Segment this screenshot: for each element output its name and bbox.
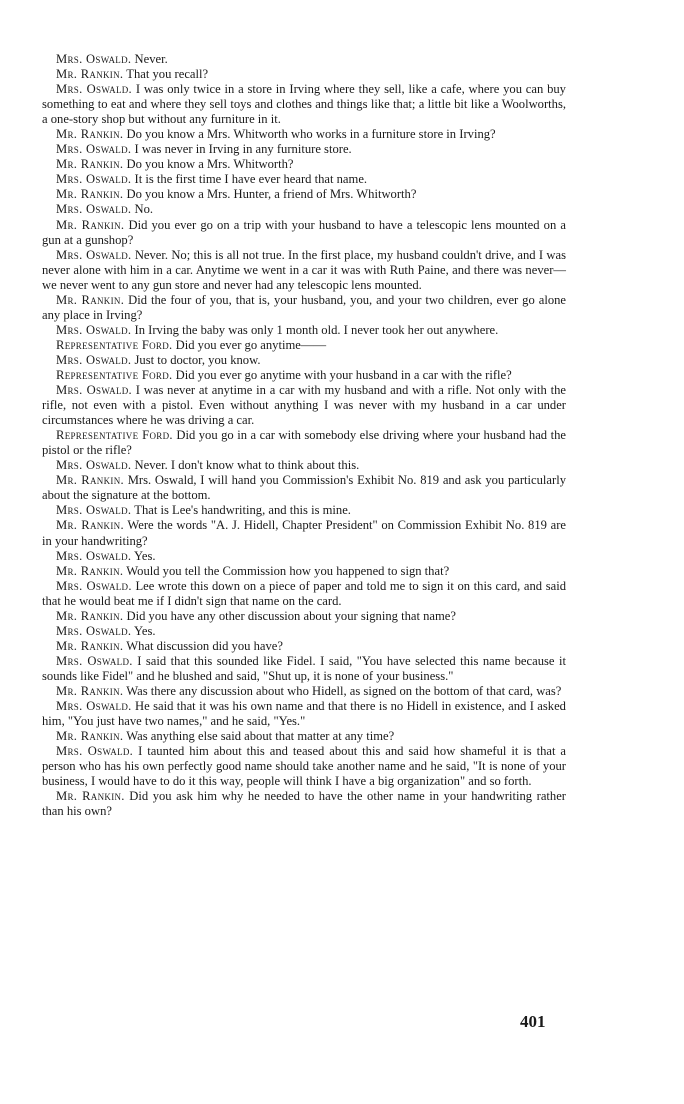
speaker-label: Mr. Rankin. — [56, 187, 124, 202]
speaker-label: Mrs. Oswald. — [56, 744, 134, 759]
speaker-label: Mr. Rankin. — [56, 789, 125, 804]
testimony-text: That you recall? — [126, 67, 209, 82]
speaker-label: Representative Ford. — [56, 337, 173, 352]
testimony-text: Do you know a Mrs. Hunter, a friend of Mrs. Whitworth? — [126, 187, 417, 202]
testimony-paragraph — [42, 323, 566, 338]
testimony-paragraph — [42, 458, 566, 473]
testimony-text: Do you know a Mrs. Whitworth who works in a furniture store in Irving? — [126, 127, 496, 142]
speaker-label: Mrs. Oswald. — [56, 202, 132, 217]
testimony-text: Did you ever go on a trip with your husband to have a telescopic lens mounted on a gun at a gunshop? — [42, 217, 566, 247]
speaker-label: Representative Ford. — [56, 428, 173, 443]
page-number: 401 — [520, 1012, 546, 1031]
speaker-label: Mr. Rankin. — [56, 729, 124, 744]
testimony-paragraph — [42, 684, 566, 699]
testimony-text: In Irving the baby was only 1 month old. I never took her out anywhere. — [134, 322, 499, 337]
testimony-text: That is Lee's handwriting, and this is mine. — [134, 503, 351, 518]
testimony-text: Were the words "A. J. Hidell, Chapter President" on Commission Exhibit No. 819 are in your handwriting? — [42, 518, 567, 548]
speaker-label: Mrs. Oswald. — [56, 142, 132, 157]
speaker-label: Mrs. Oswald. — [56, 247, 132, 262]
speaker-label: Mrs. Oswald. — [56, 172, 132, 187]
speaker-label: Representative Ford. — [56, 367, 173, 382]
testimony-text: Yes. — [134, 548, 156, 563]
testimony-paragraph — [42, 624, 566, 639]
testimony-paragraph — [42, 383, 566, 428]
testimony-paragraph — [42, 218, 566, 248]
testimony-paragraph — [42, 67, 566, 82]
speaker-label: Mr. Rankin. — [56, 563, 124, 578]
testimony-paragraph — [42, 172, 566, 187]
testimony-paragraph — [42, 503, 566, 518]
testimony-text: Never. I don't know what to think about this. — [134, 458, 360, 473]
testimony-text: I was never at anytime in a car with my husband and with a rifle. Not only with the rifle, not even with a pistol. Even without anything I was never with my husband in a car under circumstances where he was driving a car. — [42, 383, 566, 428]
testimony-paragraph — [42, 729, 566, 744]
speaker-label: Mrs. Oswald. — [56, 82, 133, 97]
transcript-body — [42, 52, 566, 819]
testimony-text: Did you go in a car with somebody else driving where your husband had the pistol or the rifle? — [42, 428, 566, 458]
testimony-text: Was anything else said about that matter at any time? — [126, 729, 395, 744]
speaker-label: Mr. Rankin. — [56, 157, 124, 172]
speaker-label: Mrs. Oswald. — [56, 653, 133, 668]
speaker-label: Mr. Rankin. — [56, 518, 124, 533]
testimony-text: Did you ever go anytime—— — [175, 337, 327, 352]
testimony-paragraph — [42, 338, 566, 353]
speaker-label: Mrs. Oswald. — [56, 699, 132, 714]
speaker-label: Mrs. Oswald. — [56, 322, 132, 337]
testimony-paragraph — [42, 293, 566, 323]
testimony-text: It is the first time I have ever heard that name. — [134, 172, 368, 187]
speaker-label: Mr. Rankin. — [56, 127, 124, 142]
speaker-label: Mrs. Oswald. — [56, 548, 132, 563]
testimony-text: Did you ever go anytime with your husband in a car with the rifle? — [175, 367, 512, 382]
testimony-paragraph — [42, 639, 566, 654]
testimony-paragraph — [42, 187, 566, 202]
speaker-label: Mrs. Oswald. — [56, 52, 132, 66]
testimony-text: Did you have any other discussion about your signing that name? — [126, 608, 456, 623]
testimony-text: No. — [134, 202, 154, 217]
testimony-text: Never. No; this is all not true. In the first place, my husband couldn't drive, and I was never alone with him in a car. Anytime we went in a car it was with Ruth Paine, and there was never—we never went to any gun store and never had any telescopic lens mounted. — [42, 247, 566, 292]
testimony-paragraph — [42, 353, 566, 368]
testimony-paragraph — [42, 789, 566, 819]
testimony-paragraph — [42, 202, 566, 217]
testimony-text: I was never in Irving in any furniture store. — [134, 142, 352, 157]
testimony-text: Was there any discussion about who Hidell, as signed on the bottom of that card, was? — [126, 683, 562, 698]
testimony-text: Would you tell the Commission how you happened to sign that? — [126, 563, 450, 578]
speaker-label: Mrs. Oswald. — [56, 503, 132, 518]
testimony-paragraph — [42, 564, 566, 579]
testimony-text: I taunted him about this and teased about this and said how shameful it is that a person who has his own perfectly good name should take another name and he said, "It is none of your business, I would have to do it this way, people will think I have a big organization" and so forth. — [42, 744, 566, 789]
testimony-paragraph — [42, 654, 566, 684]
speaker-label: Mr. Rankin. — [56, 638, 124, 653]
testimony-text: Just to doctor, you know. — [134, 352, 261, 367]
testimony-paragraph — [42, 579, 566, 609]
testimony-paragraph — [42, 248, 566, 293]
speaker-label: Mr. Rankin. — [56, 683, 124, 698]
testimony-text: Yes. — [134, 623, 156, 638]
speaker-label: Mrs. Oswald. — [56, 623, 132, 638]
testimony-paragraph — [42, 428, 566, 458]
speaker-label: Mr. Rankin. — [56, 473, 124, 488]
speaker-label: Mrs. Oswald. — [56, 458, 132, 473]
testimony-paragraph — [42, 744, 566, 789]
speaker-label: Mrs. Oswald. — [56, 383, 132, 398]
testimony-text: Never. — [134, 52, 168, 66]
speaker-label: Mr. Rankin. — [56, 608, 124, 623]
testimony-paragraph — [42, 52, 566, 67]
speaker-label: Mr. Rankin. — [56, 217, 125, 232]
speaker-label: Mr. Rankin. — [56, 67, 124, 82]
testimony-paragraph — [42, 473, 566, 503]
testimony-paragraph — [42, 549, 566, 564]
speaker-label: Mr. Rankin. — [56, 292, 125, 307]
testimony-paragraph — [42, 518, 566, 548]
testimony-text: I was only twice in a store in Irving where they sell, like a cafe, where you can buy something to eat and where they sell toys and clothes and things like that; a little bit like a Woolworths, a one-story shop but without any furniture in it. — [42, 82, 566, 127]
speaker-label: Mrs. Oswald. — [56, 352, 132, 367]
testimony-text: Mrs. Oswald, I will hand you Commission's Exhibit No. 819 and ask you particularly about the signature at the bottom. — [42, 473, 567, 503]
testimony-text: I said that this sounded like Fidel. I said, "You have selected this name because it sounds like Fidel" and he blushed and said, "Shut up, it is none of your business." — [42, 653, 566, 683]
testimony-text: Did the four of you, that is, your husband, you, and your two children, ever go alone any place in Irving? — [42, 292, 567, 322]
speaker-label: Mrs. Oswald. — [56, 578, 132, 593]
testimony-paragraph — [42, 142, 566, 157]
testimony-paragraph — [42, 368, 566, 383]
testimony-paragraph — [42, 82, 566, 127]
testimony-paragraph — [42, 127, 566, 142]
testimony-text: Lee wrote this down on a piece of paper and told me to sign it on this card, and said that he would beat me if I didn't sign that name on the card. — [42, 578, 566, 608]
testimony-text: He said that it was his own name and that there is no Hidell in existence, and I asked him, "You just have two names," and he said, "Yes." — [42, 699, 566, 729]
testimony-text: Do you know a Mrs. Whitworth? — [126, 157, 294, 172]
testimony-paragraph — [42, 699, 566, 729]
testimony-paragraph — [42, 609, 566, 624]
testimony-text: What discussion did you have? — [126, 638, 283, 653]
testimony-paragraph — [42, 157, 566, 172]
testimony-text: Did you ask him why he needed to have the other name in your handwriting rather than his own? — [42, 789, 566, 819]
